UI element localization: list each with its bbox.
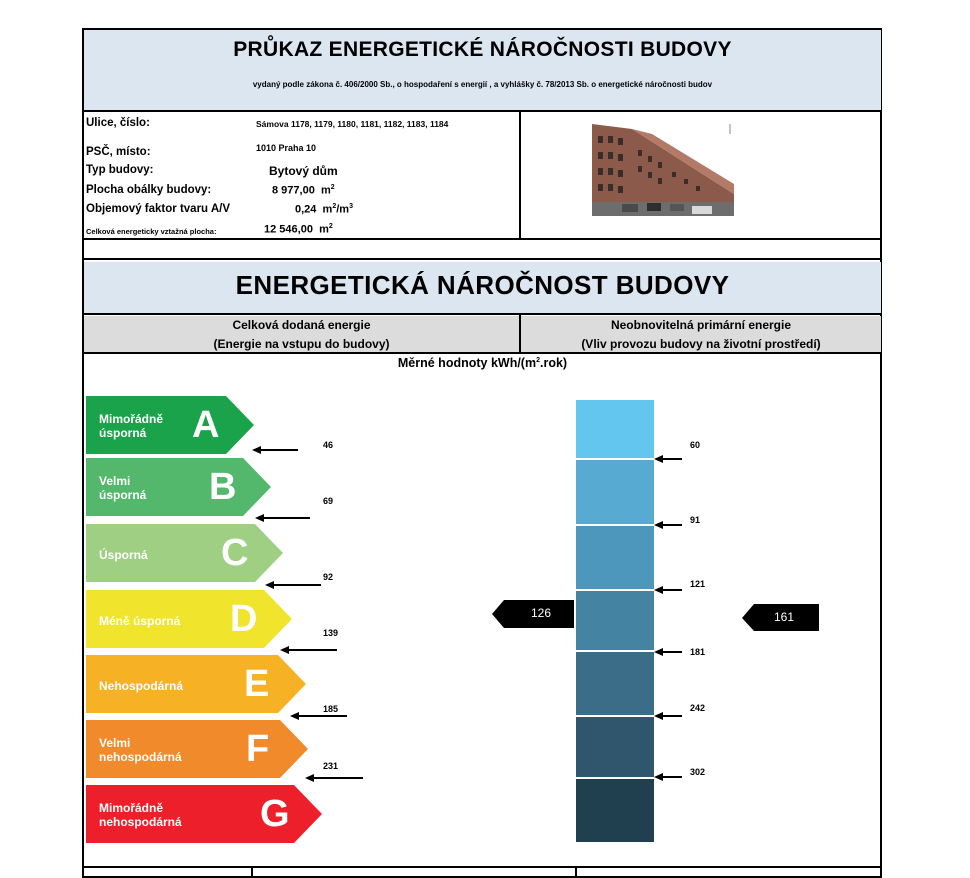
energy-class-label: Méně úsporná — [99, 614, 181, 628]
threshold-value: 242 — [690, 703, 706, 713]
type-value: Bytový dům — [269, 164, 338, 178]
energy-class-label: Nehospodárná — [99, 679, 184, 693]
street-label: Ulice, číslo: — [86, 117, 150, 129]
energy-class-letter: A — [192, 404, 220, 446]
factor-label: Objemový faktor tvaru A/V — [86, 203, 231, 215]
certificate-title: PRŮKAZ ENERGETICKÉ NÁROČNOSTI BUDOVY — [233, 38, 732, 61]
city-value: 1010 Praha 10 — [256, 143, 317, 153]
divider — [84, 866, 881, 868]
right-column-header: Neobnovitelná primární energie (Vliv provozu budovy na životní prostředí) — [521, 316, 881, 352]
energy-class-letter: E — [244, 663, 270, 705]
energy-class-label: Mimořádně nehospodárná — [99, 801, 182, 829]
section-title: ENERGETICKÁ NÁROČNOST BUDOVY — [235, 270, 730, 300]
unit-caption: Měrné hodnoty kWh/$(m^2.rok)$ — [397, 356, 568, 370]
energy-class-letter: D — [230, 598, 258, 640]
threshold-value: 139 — [323, 628, 339, 638]
energy-class-label: Velmi nehospodárná — [99, 736, 182, 764]
envelope-label: Plocha obálky budovy: — [86, 184, 212, 196]
energy-class-letter: B — [209, 466, 237, 508]
threshold-value: 92 — [323, 572, 334, 582]
right-result-value: 161 — [773, 610, 795, 624]
left-result-value: 126 — [530, 606, 552, 620]
energy-class-label: Mimořádně úsporná — [99, 412, 164, 440]
threshold-value: 121 — [690, 579, 706, 589]
area-value: 12 546,00 $m^2$ — [264, 223, 333, 236]
envelope-value: 8 977,00 $m^2$ — [272, 184, 335, 197]
energy-class-letter: G — [260, 793, 290, 835]
threshold-value: 181 — [690, 647, 706, 657]
street-value: Sámova 1178, 1179, 1180, 1181, 1182, 1183, 1184 — [256, 119, 449, 129]
factor-value: 0,24 $m^2/m^3$ — [295, 203, 353, 216]
threshold-value: 91 — [690, 515, 701, 525]
certificate-subtitle: vydaný podle zákona č. 406/2000 Sb., o hospodaření s energií , a vyhlášky č. 78/2013 Sb. o energetické náročnosti budov — [252, 80, 713, 89]
city-label: PSČ, místo: — [86, 146, 151, 158]
area-label: Celková energeticky vztažná plocha: — [86, 227, 217, 236]
threshold-value: 185 — [323, 704, 339, 714]
threshold-value: 302 — [690, 767, 706, 777]
energy-class-letter: F — [246, 728, 270, 770]
energy-class-label: Velmi úsporná — [99, 474, 147, 502]
threshold-value: 69 — [323, 496, 334, 506]
energy-class-letter: C — [221, 532, 249, 574]
threshold-value: 231 — [323, 761, 339, 771]
threshold-value: 60 — [690, 440, 701, 450]
type-label: Typ budovy: — [86, 164, 154, 176]
divider — [251, 866, 253, 876]
left-column-header: Celková dodaná energie (Energie na vstupu do budovy) — [84, 316, 519, 352]
threshold-value: 46 — [323, 440, 334, 450]
divider — [575, 866, 577, 876]
energy-class-label: Úsporná — [99, 548, 148, 562]
